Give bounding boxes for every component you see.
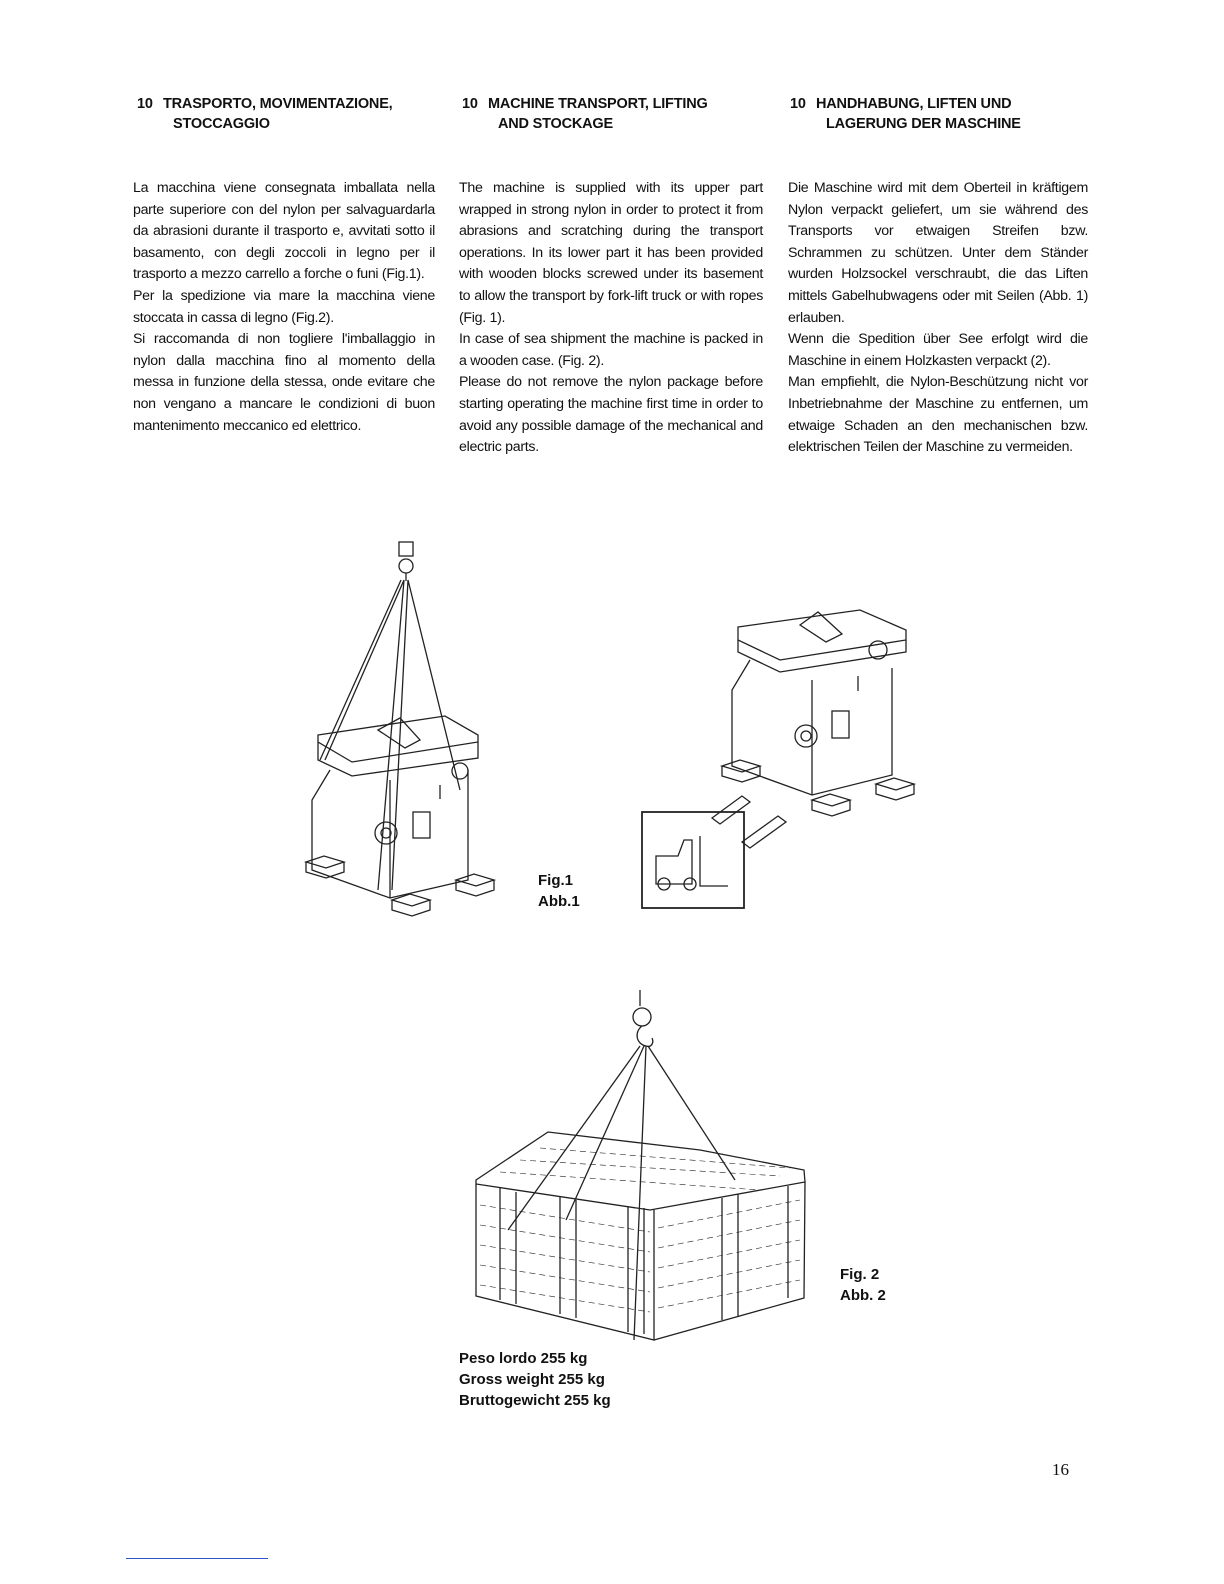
wooden-block-icon	[392, 894, 430, 916]
paragraph: La macchina viene consegnata imballata nella parte superiore con del nylon per salvaguardarla da abrasioni durante il trasporto e, avvitati sotto il basamento, con degli zoccoli in legno per il trasporto a mezzo carrello a forche o funi (Fig.1).	[133, 180, 435, 283]
machine-rope-lift-illustration	[306, 542, 494, 916]
weight-de: Bruttogewicht 255 kg	[459, 1392, 611, 1409]
paragraph: Per la spedizione via mare la macchina viene stoccata in cassa di legno (Fig.2).	[133, 287, 435, 326]
paragraph: Wenn die Spedition über See erfolgt wird die Maschine in einem Holzkasten verpackt (2).	[788, 331, 1088, 369]
abb1-label: Abb.1	[538, 893, 580, 910]
heading-line2: LAGERUNG DER MASCHINE	[826, 116, 1021, 132]
wooden-block-icon	[876, 778, 914, 800]
figure2-caption	[840, 1264, 886, 1306]
wooden-block-icon	[812, 794, 850, 816]
gross-weight-block	[459, 1348, 611, 1411]
wooden-block-icon	[456, 874, 494, 896]
machine-forklift-illustration	[642, 610, 914, 908]
abb2-label: Abb. 2	[840, 1287, 886, 1304]
paragraph: The machine is supplied with its upper part wrapped in strong nylon in order to protect it from abrasions and scratching during the transport operations. In its lower part it has been provided with wooden blocks screwed under its basement to allow the transport by fork-lift truck or with ropes (Fig. 1).	[459, 180, 763, 326]
paragraph: In case of sea shipment the machine is packed in a wooden case. (Fig. 2).	[459, 331, 763, 369]
page-number: 16	[1052, 1460, 1069, 1479]
paragraph: Si raccomanda di non togliere l'imballaggio in nylon dalla macchina fino al momento della messa in funzione della stessa, onde evitare che non vengano a mancare le condizioni di buon mantenimento meccanico ed elettrico.	[133, 331, 435, 434]
section-number: 10	[462, 96, 478, 112]
hook-icon	[399, 542, 413, 556]
forklift-sign	[642, 812, 744, 908]
forklift-icon	[656, 836, 728, 890]
crate-lift-illustration	[476, 990, 805, 1340]
section-number: 10	[137, 96, 153, 112]
weight-it: Peso lordo 255 kg	[459, 1350, 588, 1367]
fig1-label: Fig.1	[538, 872, 574, 889]
section-number: 10	[790, 96, 806, 112]
figure1-caption	[538, 870, 580, 912]
heading-line1: MACHINE TRANSPORT, LIFTING	[488, 96, 708, 112]
fig2-label: Fig. 2	[840, 1266, 880, 1283]
paragraph: Die Maschine wird mit dem Oberteil in kräftigem Nylon verpackt geliefert, um sie während des Transports vor etwaigen Streifen bzw. Schrammen zu schützen. Unter dem Ständer wurden Holzsockel verschraubt, die das Liften mittels Gabelhubwagens oder mit Seilen (Abb. 1) erlauben.	[788, 180, 1088, 326]
paragraph: Man empfiehlt, die Nylon-Beschützung nicht vor Inbetriebnahme der Maschine zu entfernen, um etwaige Schaden an den mechanischen bzw. elektrischen Teilen der Maschine zu vermeiden.	[788, 374, 1088, 456]
heading-line2: AND STOCKAGE	[498, 116, 613, 132]
footer-divider	[126, 1558, 268, 1559]
fork-icon	[742, 816, 786, 848]
heading-line1: HANDHABUNG, LIFTEN UND	[816, 96, 1012, 112]
wooden-block-icon	[722, 760, 760, 782]
paragraph: Please do not remove the nylon package before starting operating the machine first time in order to avoid any possible damage of the mechanical and electric parts.	[459, 374, 763, 456]
heading-line1: TRASPORTO, MOVIMENTAZIONE,	[163, 96, 393, 112]
heading-line2: STOCCAGGIO	[173, 116, 270, 132]
weight-en: Gross weight 255 kg	[459, 1371, 605, 1388]
